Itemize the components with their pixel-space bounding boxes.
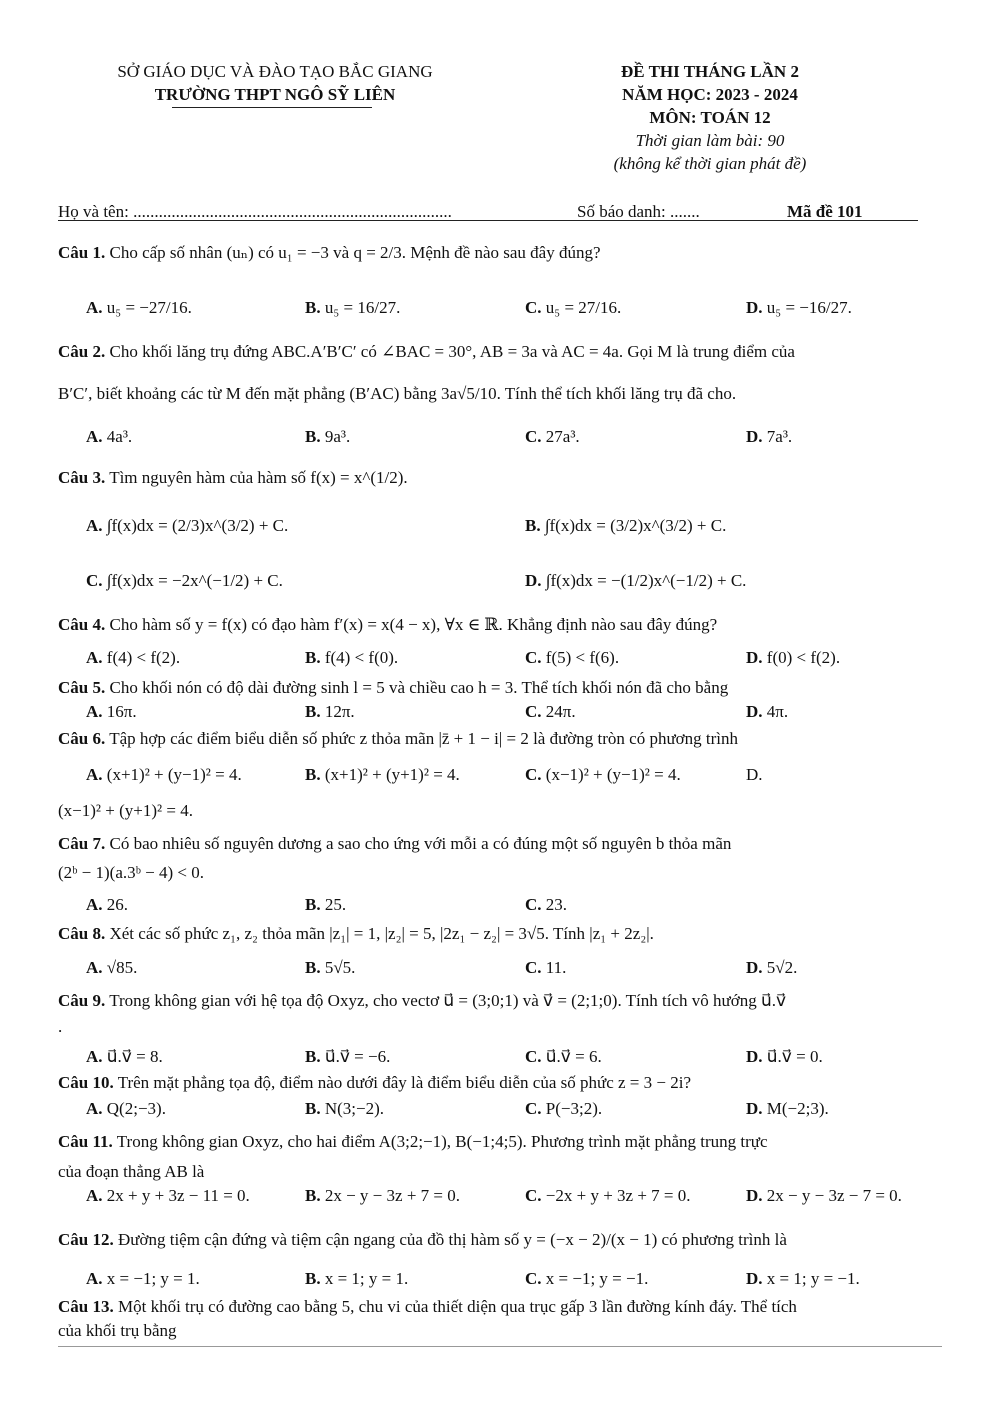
q12-option-c: C. x = −1; y = −1. — [525, 1269, 649, 1288]
q2-option-a: A. 4a³. — [86, 427, 133, 446]
q9-option-c: C. u⃗.v⃗ = 6. — [525, 1047, 602, 1066]
q12-option-a: A. x = −1; y = 1. — [86, 1269, 200, 1288]
q8-option-d: D. 5√2. — [746, 958, 798, 977]
question-10: Câu 10. Trên mặt phẳng tọa độ, điểm nào dưới đây là điểm biểu diễn của số phức z = 3 − 2i? — [58, 1073, 691, 1092]
question-11-continued: của đoạn thẳng AB là — [58, 1162, 205, 1181]
q2-option-b: B. 9a³. — [305, 427, 351, 446]
school-year: NĂM HỌC: 2023 - 2024 — [622, 85, 798, 104]
q8-option-b: B. 5√5. — [305, 958, 356, 977]
question-9: Câu 9. Trong không gian với hệ tọa độ Oxyz, cho vectơ u⃗ = (3;0;1) và v⃗ = (2;1;0). Tính tích vô hướng u⃗.v⃗ — [58, 991, 787, 1010]
q11-option-d: D. 2x − y − 3z − 7 = 0. — [746, 1186, 902, 1205]
q2-option-d: D. 7a³. — [746, 427, 793, 446]
school-name: TRƯỜNG THPT NGÔ SỸ LIÊN — [154, 85, 396, 104]
exam-title: ĐỀ THI THÁNG LẦN 2 — [621, 62, 799, 81]
q11-option-a: A. 2x + y + 3z − 11 = 0. — [86, 1186, 250, 1205]
q9-option-d: D. u⃗.v⃗ = 0. — [746, 1047, 823, 1066]
q5-option-c: C. 24π. — [525, 702, 576, 721]
question-13-continued: của khối trụ bằng — [58, 1321, 177, 1340]
question-5: Câu 5. Cho khối nón có độ dài đường sinh l = 5 và chiều cao h = 3. Thể tích khối nón đã cho bằng — [58, 678, 729, 697]
q8-option-a: A. √85. — [86, 958, 138, 977]
q2-option-c: C. 27a³. — [525, 427, 580, 446]
department-name: SỞ GIÁO DỤC VÀ ĐÀO TẠO BẮC GIANG — [117, 62, 433, 81]
q7-option-a: A. 26. — [86, 895, 129, 914]
q3-option-d: D. ∫f(x)dx = −(1/2)x^(−1/2) + C. — [525, 571, 747, 590]
q6-option-b: B. (x+1)² + (y+1)² = 4. — [305, 765, 460, 784]
question-9-continued: . — [58, 1017, 63, 1036]
q8-option-c: C. 11. — [525, 958, 567, 977]
q1-option-d: D. u₅ = −16/27. — [746, 298, 852, 317]
question-7: Câu 7. Có bao nhiêu số nguyên dương a sao cho ứng với mỗi a có đúng một số nguyên b thỏa mãn — [58, 834, 732, 853]
time-note: (không kể thời gian phát đề) — [613, 154, 807, 173]
question-8: Câu 8. Xét các số phức z₁, z₂ thỏa mãn |z₁| = 1, |z₂| = 5, |2z₁ − z₂| = 3√5. Tính |z₁ + 2z₂|. — [58, 924, 654, 943]
q1-option-b: B. u₅ = 16/27. — [305, 298, 401, 317]
q6-option-d: (x−1)² + (y+1)² = 4. — [58, 801, 193, 820]
q12-option-d: D. x = 1; y = −1. — [746, 1269, 860, 1288]
q10-option-d: D. M(−2;3). — [746, 1099, 829, 1118]
q5-option-b: B. 12π. — [305, 702, 355, 721]
question-3: Câu 3. Tìm nguyên hàm của hàm số f(x) = x^(1/2). — [58, 468, 408, 487]
q4-option-b: B. f(4) < f(0). — [305, 648, 399, 667]
time-limit: Thời gian làm bài: 90 — [635, 131, 785, 150]
q10-option-c: C. P(−3;2). — [525, 1099, 603, 1118]
q4-option-c: C. f(5) < f(6). — [525, 648, 620, 667]
q6-option-c: C. (x−1)² + (y−1)² = 4. — [525, 765, 681, 784]
question-7-continued: (2ᵇ − 1)(a.3ᵇ − 4) < 0. — [58, 863, 204, 882]
school-underline — [172, 107, 372, 108]
q11-option-b: B. 2x − y − 3z + 7 = 0. — [305, 1186, 460, 1205]
subject: MÔN: TOÁN 12 — [649, 108, 771, 127]
exam-code: Mã đề 101 — [787, 202, 863, 221]
q1-option-a: A. u₅ = −27/16. — [86, 298, 192, 317]
q5-option-a: A. 16π. — [86, 702, 137, 721]
q4-option-d: D. f(0) < f(2). — [746, 648, 841, 667]
q11-option-c: C. −2x + y + 3z + 7 = 0. — [525, 1186, 691, 1205]
question-1: Câu 1. Cho cấp số nhân (uₙ) có u₁ = −3 và q = 2/3. Mệnh đề nào sau đây đúng? — [58, 243, 601, 262]
q7-option-c: C. 23. — [525, 895, 568, 914]
name-field: Họ và tên: ........................................................................... — [58, 202, 452, 221]
q6-option-a: A. (x+1)² + (y−1)² = 4. — [86, 765, 242, 784]
q3-option-b: B. ∫f(x)dx = (3/2)x^(3/2) + C. — [525, 516, 727, 535]
question-4: Câu 4. Cho hàm số y = f(x) có đạo hàm f′(x) = x(4 − x), ∀x ∈ ℝ. Khẳng định nào sau đây đúng? — [58, 615, 718, 634]
q7-option-b: B. 25. — [305, 895, 347, 914]
q9-option-b: B. u⃗.v⃗ = −6. — [305, 1047, 391, 1066]
q4-option-a: A. f(4) < f(2). — [86, 648, 181, 667]
question-12: Câu 12. Đường tiệm cận đứng và tiệm cận ngang của đồ thị hàm số y = (−x − 2)/(x − 1) có phương trình là — [58, 1230, 787, 1249]
student-id-field: Số báo danh: ....... — [577, 202, 700, 221]
q10-option-a: A. Q(2;−3). — [86, 1099, 166, 1118]
question-6: Câu 6. Tập hợp các điểm biểu diễn số phức z thỏa mãn |z̄ + 1 − i| = 2 là đường tròn có phương trình — [58, 729, 739, 748]
q3-option-a: A. ∫f(x)dx = (2/3)x^(3/2) + C. — [86, 516, 289, 535]
q3-option-c: C. ∫f(x)dx = −2x^(−1/2) + C. — [86, 571, 283, 590]
q5-option-d: D. 4π. — [746, 702, 789, 721]
question-11: Câu 11. Trong không gian Oxyz, cho hai điểm A(3;2;−1), B(−1;4;5). Phương trình mặt phẳng trung trực — [58, 1132, 768, 1151]
header-rule — [58, 220, 918, 221]
question-13: Câu 13. Một khối trụ có đường cao bằng 5, chu vi của thiết diện qua trục gấp 3 lần đường kính đáy. Thể tích — [58, 1297, 797, 1316]
q10-option-b: B. N(3;−2). — [305, 1099, 385, 1118]
q6-option-d-label: D. — [746, 765, 763, 784]
q12-option-b: B. x = 1; y = 1. — [305, 1269, 409, 1288]
q9-option-a: A. u⃗.v⃗ = 8. — [86, 1047, 163, 1066]
question-2-continued: B′C′, biết khoảng các từ M đến mặt phẳng (B′AC) bằng 3a√5/10. Tính thể tích khối lăng trụ đã cho. — [58, 384, 737, 403]
question-2: Câu 2. Cho khối lăng trụ đứng ABC.A′B′C′ có ∠BAC = 30°, AB = 3a và AC = 4a. Gọi M là trung điểm của — [58, 342, 795, 361]
q1-option-c: C. u₅ = 27/16. — [525, 298, 622, 317]
footer-rule — [58, 1346, 942, 1347]
